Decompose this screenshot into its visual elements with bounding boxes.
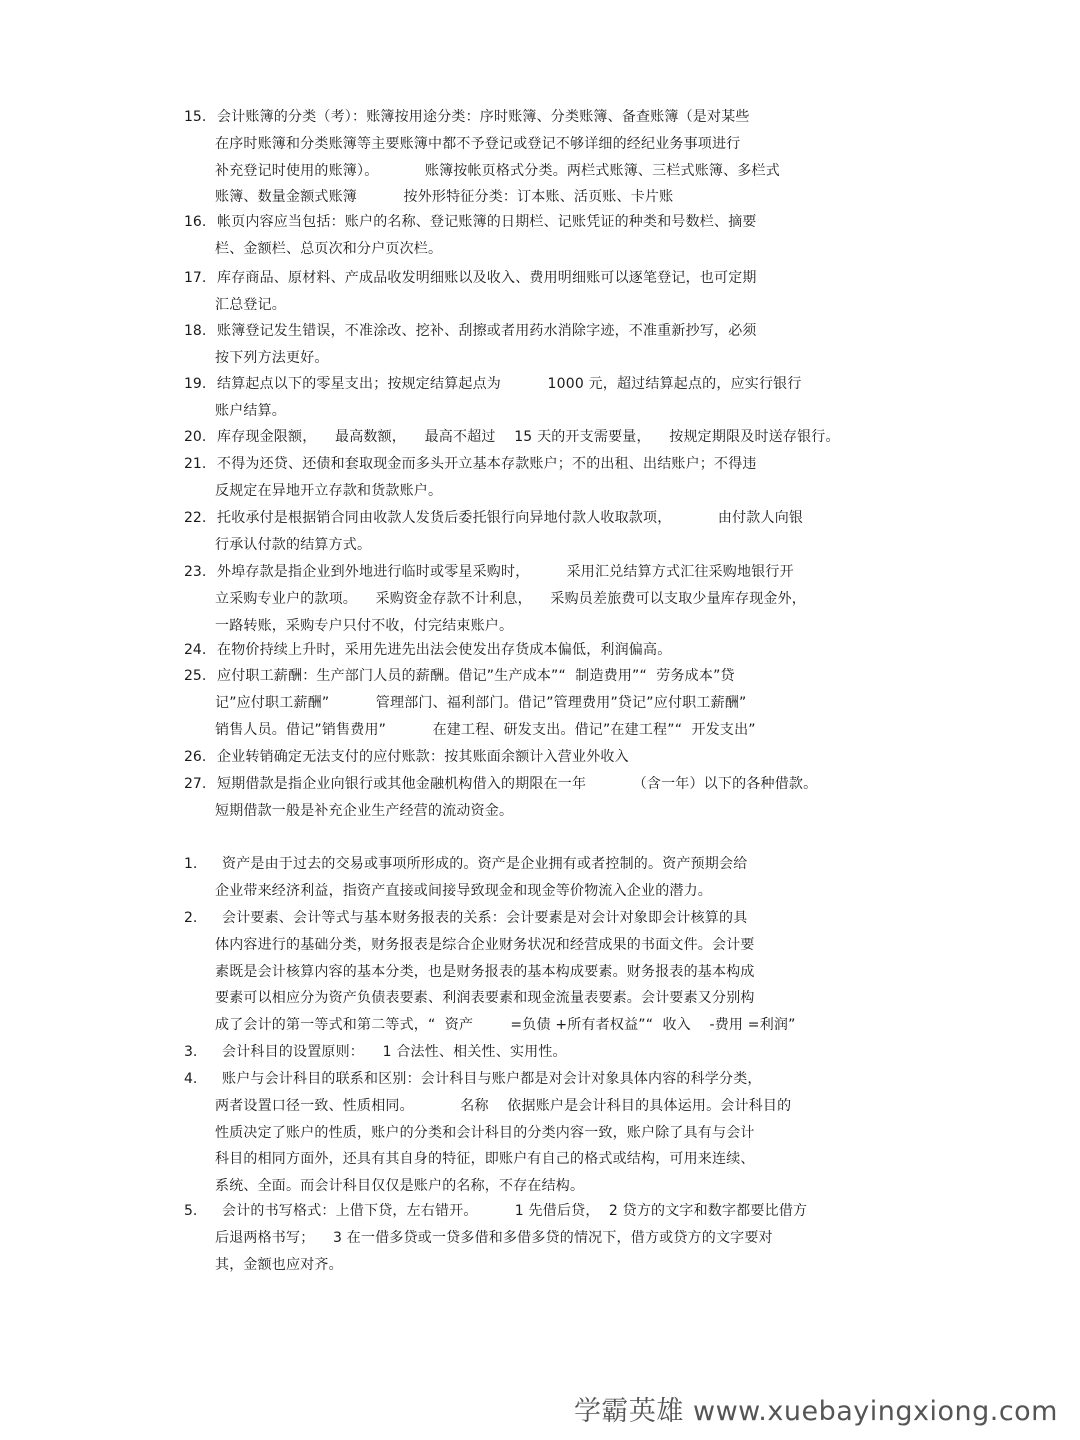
item-text-line: 短期借款一般是补充企业生产经营的流动资金。 [215,803,514,819]
item-number: 4. [184,1071,198,1087]
item-text-line: 按下列方法更好。 [215,350,329,366]
item-text-line: 体内容进行的基础分类，财务报表是综合企业财务状况和经营成果的书面文件。会计要 [215,937,755,953]
item-text-line: 一路转账，采购专户只付不收，付完结束账户。 [215,618,514,634]
item-text-line: 反规定在异地开立存款和货款账户。 [215,483,443,499]
item-text-line: 要素可以相应分为资产负债表要素、利润表要素和现金流量表要素。会计要素又分别构 [215,990,755,1006]
item-text-line: 科目的相同方面外，还具有其自身的特征，即账户有自己的格式或结构，可用来连续、 [215,1151,755,1167]
item-number: 18. [184,323,207,339]
item-number: 1. [184,856,198,872]
item-text-line: 会计账簿的分类（考）：账簿按用途分类：序时账簿、分类账簿、备查账簿（是对某些 [217,109,750,125]
item-text-line: 托收承付是根据销合同由收款人发货后委托银行向异地付款人收取款项， 由付款人向银 [217,510,804,526]
item-text-line: 汇总登记。 [215,297,286,313]
item-text-line: 后退两格书写； 3 在一借多贷或一贷多借和多借多贷的情况下，借方或贷方的文字要对 [215,1230,773,1246]
item-text-line: 结算起点以下的零星支出；按规定结算起点为 1000 元，超过结算起点的，应实行银行 [217,376,802,392]
item-number: 19. [184,376,207,392]
item-number: 23. [184,564,207,580]
item-text-line: 账簿、数量金额式账簿 按外形特征分类：订本账、活页账、卡片账 [215,189,674,205]
item-text-line: 素既是会计核算内容的基本分类，也是财务报表的基本构成要素。财务报表的基本构成 [215,964,755,980]
item-text-line: 外埠存款是指企业到外地进行临时或零星采购时， 采用汇兑结算方式汇往采购地银行开 [217,564,794,580]
item-text-line: 在物价持续上升时，采用先进先出法会使发出存货成本偏低，利润偏高。 [217,642,672,658]
item-number: 16. [184,214,207,230]
item-number: 2. [184,910,198,926]
item-text-line: 栏、金额栏、总页次和分户页次栏。 [215,241,443,257]
item-text-line: 账簿登记发生错误，不准涂改、挖补、刮擦或者用药水消除字迹，不准重新抄写，必须 [217,323,757,339]
item-text-line: 账户与会计科目的联系和区别：会计科目与账户都是对会计对象具体内容的科学分类， [222,1071,762,1087]
item-number: 20. [184,429,207,445]
item-text-line: 两者设置口径一致、性质相同。 名称 依据账户是会计科目的具体运用。会计科目的 [215,1098,792,1114]
item-number: 5. [184,1203,198,1219]
item-text-line: 成了会计的第一等式和第二等式，“ 资产 =负债 +所有者权益”“ 收入 -费用 =利润” [215,1017,796,1033]
item-text-line: 会计科目的设置原则： 1 合法性、相关性、实用性。 [222,1044,567,1060]
item-text-line: 帐页内容应当包括：账户的名称、登记账簿的日期栏、记账凭证的种类和号数栏、摘要 [217,214,757,230]
item-text-line: 系统、全面。而会计科目仅仅是账户的名称，不存在结构。 [215,1178,585,1194]
item-text-line: 短期借款是指企业向银行或其他金融机构借入的期限在一年 （含一年）以下的各种借款。 [217,776,818,792]
item-number: 26. [184,749,207,765]
item-text-line: 应付职工薪酬：生产部门人员的薪酬。借记”生产成本”“ 制造费用”“ 劳务成本”贷 [217,668,735,684]
item-text-line: 销售人员。借记”销售费用” 在建工程、研发支出。借记”在建工程”“ 开发支出” [215,722,756,738]
item-text-line: 不得为还贷、还债和套取现金而多头开立基本存款账户；不的出租、出结账户；不得违 [217,456,757,472]
item-number: 21. [184,456,207,472]
item-text-line: 企业转销确定无法支付的应付账款：按其账面余额计入营业外收入 [217,749,629,765]
item-text-line: 会计要素、会计等式与基本财务报表的关系：会计要素是对会计对象即会计核算的具 [222,910,748,926]
item-number: 27. [184,776,207,792]
site-watermark: 学霸英雄 www.xuebayingxiong.com [573,1396,1058,1427]
item-text-line: 其，金额也应对齐。 [215,1257,343,1273]
item-text-line: 企业带来经济利益，指资产直接或间接导致现金和现金等价物流入企业的潜力。 [215,883,712,899]
item-text-line: 补充登记时使用的账簿）。 账簿按帐页格式分类。两栏式账簿、三栏式账簿、多栏式 [215,163,780,179]
item-text-line: 账户结算。 [215,403,286,419]
item-text-line: 库存现金限额， 最高数额， 最高不超过 15 天的开支需要量， 按规定期限及时送存银行。 [217,429,840,445]
item-text-line: 性质决定了账户的性质，账户的分类和会计科目的分类内容一致，账户除了具有与会计 [215,1125,755,1141]
item-text-line: 立采购专业户的款项。 采购资金存款不计利息， 采购员差旅费可以支取少量库存现金外， [215,591,806,607]
item-number: 15. [184,109,207,125]
item-number: 25. [184,668,207,684]
item-text-line: 记”应付职工薪酬” 管理部门、福利部门。借记”管理费用”贷记”应付职工薪酬” [215,695,747,711]
item-text-line: 资产是由于过去的交易或事项所形成的。资产是企业拥有或者控制的。资产预期会给 [222,856,748,872]
item-text-line: 库存商品、原材料、产成品收发明细账以及收入、费用明细账可以逐笔登记，也可定期 [217,270,757,286]
item-number: 22. [184,510,207,526]
item-number: 24. [184,642,207,658]
item-text-line: 会计的书写格式：上借下贷，左右错开。 1 先借后贷， 2 贷方的文字和数字都要比借方 [222,1203,808,1219]
item-text-line: 行承认付款的结算方式。 [215,537,372,553]
item-number: 3. [184,1044,198,1060]
item-number: 17. [184,270,207,286]
item-text-line: 在序时账簿和分类账簿等主要账簿中都不予登记或登记不够详细的经纪业务事项进行 [215,136,741,152]
